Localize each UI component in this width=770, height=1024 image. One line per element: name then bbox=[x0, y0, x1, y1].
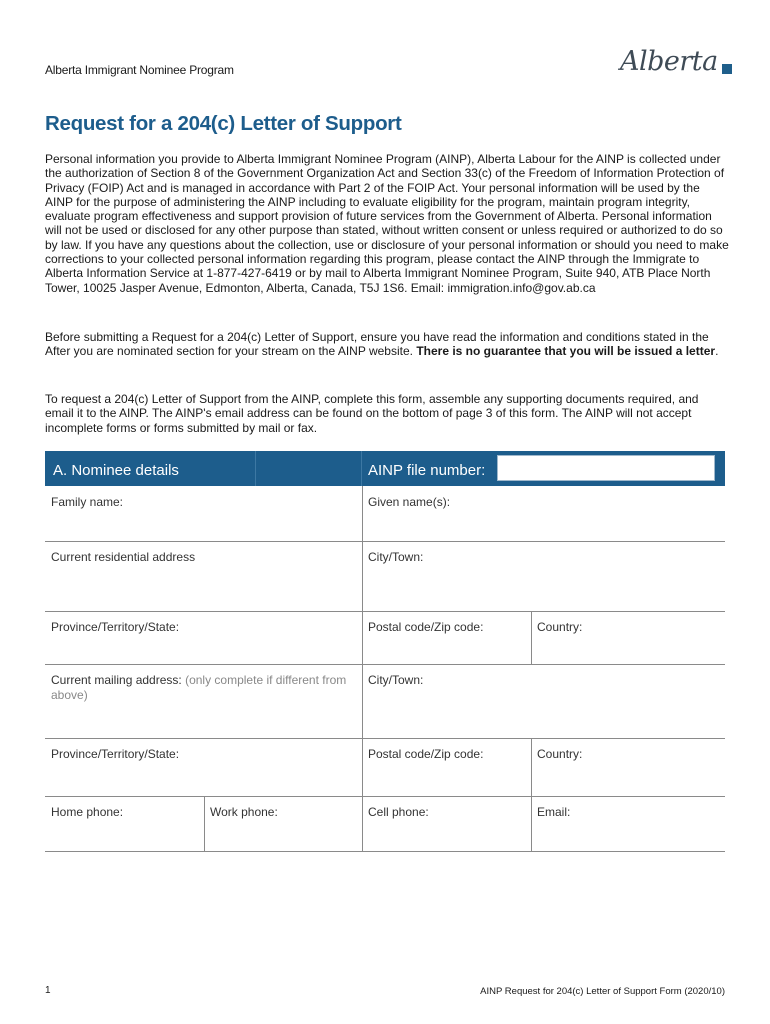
res-country-label: Country: bbox=[537, 620, 583, 634]
res-country-field[interactable] bbox=[531, 611, 725, 664]
before-end: . bbox=[715, 344, 719, 359]
res-postal-field[interactable] bbox=[362, 611, 531, 664]
column-divider bbox=[531, 738, 532, 851]
res-city-label: City/Town: bbox=[368, 550, 424, 564]
page-number: 1 bbox=[45, 985, 51, 996]
before-submitting-note bbox=[45, 330, 730, 359]
work-phone-label: Work phone: bbox=[210, 805, 278, 819]
column-divider bbox=[531, 611, 532, 664]
logo-wordmark: Alberta bbox=[620, 46, 718, 77]
page-title: Request for a 204(c) Letter of Support bbox=[45, 112, 402, 135]
logo-square-icon bbox=[722, 64, 732, 74]
request-instructions: To request a 204(c) Letter of Support from the AINP, complete this form, assemble any supporting documents required, and email it to the AINP. The AINP's email address can be found on the bottom of page 3 of this form. The AINP will not accept incomplete forms or forms submitted by mail or fax. bbox=[45, 392, 699, 435]
res-province-label: Province/Territory/State: bbox=[51, 620, 180, 634]
res-province-field[interactable] bbox=[45, 611, 362, 664]
column-divider bbox=[204, 796, 205, 851]
mail-postal-field[interactable] bbox=[362, 738, 531, 796]
work-phone-field[interactable] bbox=[204, 796, 362, 851]
form-name: AINP Request for 204(c) Letter of Support Form (2020/10) bbox=[480, 986, 725, 997]
mail-province-field[interactable] bbox=[45, 738, 362, 796]
family-name-field[interactable] bbox=[45, 486, 362, 541]
mail-province-label: Province/Territory/State: bbox=[51, 747, 180, 761]
mail-country-field[interactable] bbox=[531, 738, 725, 796]
mailing-address-label: Current mailing address: bbox=[51, 673, 182, 687]
section-a-header bbox=[45, 451, 725, 486]
residential-address-field[interactable] bbox=[45, 541, 362, 611]
mail-postal-label: Postal code/Zip code: bbox=[368, 747, 484, 761]
email-label: Email: bbox=[537, 805, 571, 819]
mail-city-label: City/Town: bbox=[368, 673, 424, 687]
header-divider bbox=[255, 451, 256, 486]
given-names-field[interactable] bbox=[362, 486, 725, 541]
no-guarantee-text: There is no guarantee that you will be issued a letter bbox=[416, 344, 716, 359]
family-name-label: Family name: bbox=[51, 495, 124, 509]
mailing-address-field[interactable] bbox=[45, 664, 362, 738]
residential-address-label: Current residential address bbox=[51, 550, 196, 564]
section-a-title: A. Nominee details bbox=[53, 462, 179, 479]
home-phone-field[interactable] bbox=[45, 796, 204, 851]
ainp-file-number-label: AINP file number: bbox=[368, 462, 486, 479]
before-text: Before submitting a Request for a 204(c) Letter of Support, ensure you have read the information and conditions stated in the After you are nominated section for your stream on the AINP website. bbox=[45, 330, 709, 359]
cell-phone-field[interactable] bbox=[362, 796, 531, 851]
mail-city-field[interactable] bbox=[362, 664, 725, 738]
cell-phone-label: Cell phone: bbox=[368, 805, 429, 819]
header-divider bbox=[361, 451, 362, 486]
mail-country-label: Country: bbox=[537, 747, 583, 761]
mailing-address-hint: (only complete if different from above) bbox=[51, 673, 347, 702]
privacy-statement: Personal information you provide to Alberta Immigrant Nominee Program (AINP), Alberta Labour for the AINP is collected under the authorization of Section 8 of the Government Organization Act and Section 33(c) of the Freedom of Information Protection of Privacy (FOIP) Act and is managed in accordance with Part 2 of the FOIP Act. Your personal information will be used by the AINP for the purpose of administering the AINP including to evaluate eligibility for the program, maintain program integrity, evaluate program effectiveness and support provision of future services from the Government of Alberta. Personal information will not be used or disclosed for any other purpose than stated, without written consent or unless required or authorized to do so by law. If you have any questions about the collection, use or disclosure of your personal information or should you need to make corrections to your collected personal information regarding this program, please contact the AINP through the Immigrate to Alberta Information Service at 1-877-427-6419 or by mail to Alberta Immigrant Nominee Program, Suite 940, ATB Place North Tower, 10025 Jasper Avenue, Edmonton, Alberta, Canada, T5J 1S6. Email: immigration.info@gov.ab.ca bbox=[45, 152, 729, 295]
ainp-file-number-input[interactable] bbox=[497, 455, 715, 481]
res-city-field[interactable] bbox=[362, 541, 725, 611]
alberta-logo bbox=[620, 46, 736, 86]
given-names-label: Given name(s): bbox=[368, 495, 451, 509]
home-phone-label: Home phone: bbox=[51, 805, 124, 819]
email-field[interactable] bbox=[531, 796, 725, 851]
table-bottom-border bbox=[45, 851, 725, 852]
column-divider bbox=[362, 486, 363, 851]
program-name: Alberta Immigrant Nominee Program bbox=[45, 63, 234, 77]
res-postal-label: Postal code/Zip code: bbox=[368, 620, 484, 634]
